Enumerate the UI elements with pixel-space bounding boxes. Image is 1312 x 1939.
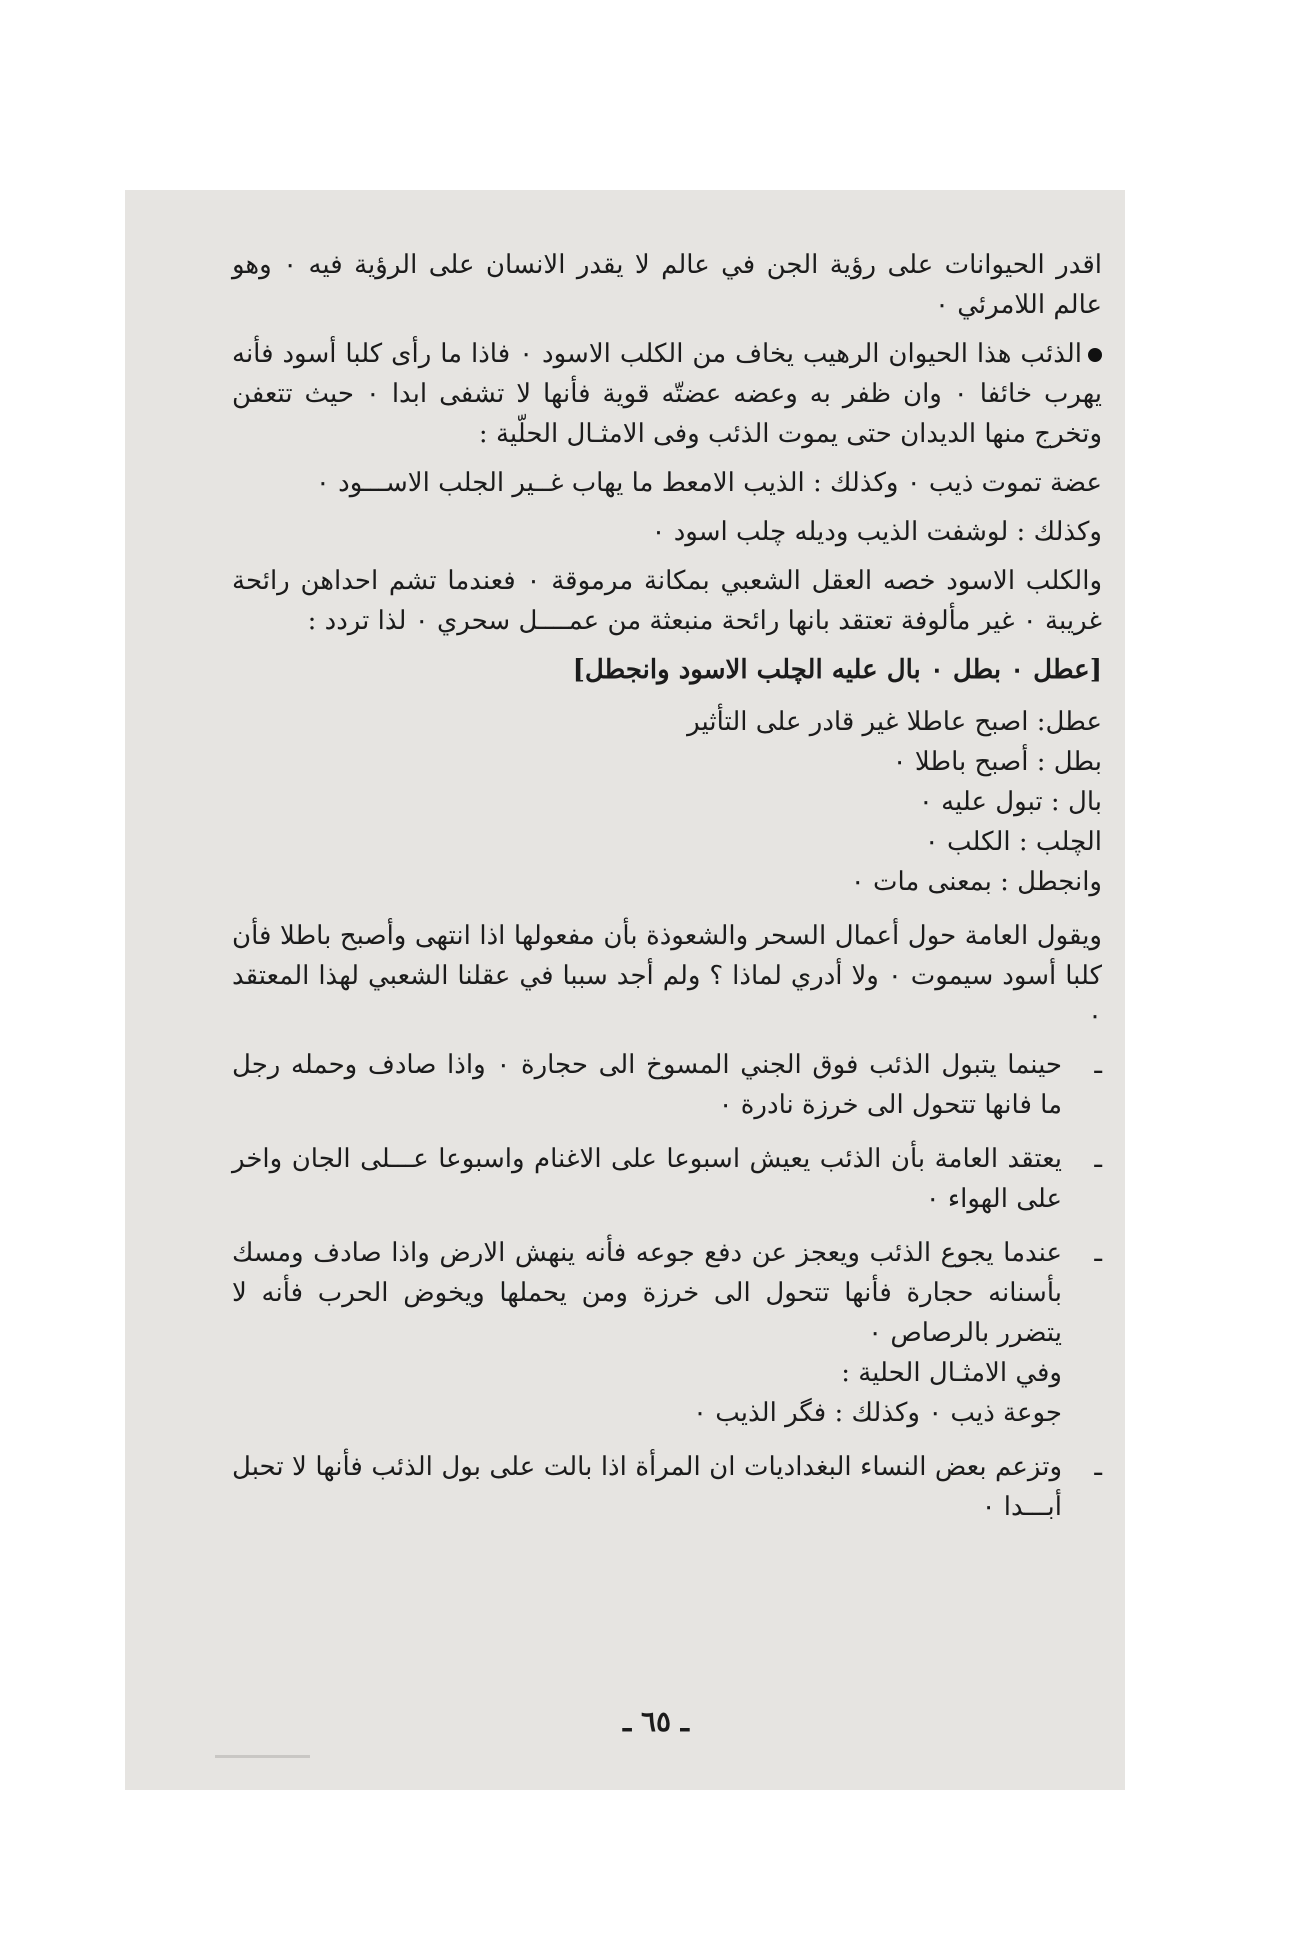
bullet-item — [232, 1139, 1102, 1219]
bullet-item — [232, 1447, 1102, 1527]
dash-marker: ـ — [1094, 1452, 1102, 1482]
saying-heading: [عطل ٠ بطل ٠ بال عليه الچلب الاسود وانجطل] — [572, 655, 1102, 685]
bullet-item — [232, 1045, 1102, 1125]
dash-marker: ـ — [1094, 1238, 1102, 1268]
bullet-text: وتزعم بعض النساء البغداديات ان المرأة اذا بالت على بول الذئب فأنها لا تحبل أبـــدا ٠ — [232, 1452, 1062, 1522]
definition-item: وانجطل : بمعنى مات ٠ — [850, 867, 1102, 897]
definition-item: الچلب : الكلب ٠ — [924, 827, 1102, 857]
proverb-hunger: جوعة ذيب ٠ وكذلك : فگر الذيب ٠ — [693, 1398, 1062, 1428]
bullet-text: يعتقد العامة بأن الذئب يعيش اسبوعا على الاغنام واسبوعا عـــلى الجان واخر على الهواء ٠ — [232, 1144, 1062, 1214]
dash-marker: ـ — [1094, 1144, 1102, 1174]
page-number: ـ ٦٥ ـ — [623, 1705, 689, 1738]
bullet-text: عندما يجوع الذئب ويعجز عن دفع جوعه فأنه ينهش الارض واذا صادف ومسك بأسنانه حجارة فأنها تتحول الى خرزة ومن يحملها ويخوض الحرب فأنه لا يتضرر بالرصاص ٠ — [232, 1238, 1062, 1348]
paragraph-folk-mind: والكلب الاسود خصه العقل الشعبي بمكانة مرموقة ٠ فعندما تشم احداهن رائحة غريبة ٠ غير مألوفة تعتقد بانها رائحة منبعثة من عمــــل سحري ٠ لذا تردد : — [232, 566, 1103, 636]
bullet-dot-icon — [1088, 348, 1102, 362]
dash-marker: ـ — [1094, 1050, 1102, 1080]
definition-item: عطل: اصبح عاطلا غير قادر على التأثير — [687, 707, 1102, 737]
paragraph-wolf-black-dog: الذئب هذا الحيوان الرهيب يخاف من الكلب الاسود ٠ فاذا ما رأى كلبا أسود فأنه يهرب خائفا ٠ وان ظفر به وعضه عضتّه قوية فأنها لا تشفى ابدا ٠ حيث تتعفن وتخرج منها الديدان حتى يموت الذئب وفى الامثـال الحلّية : — [232, 339, 1102, 449]
proverb-black-dog-tail: وكذلك : لوشفت الذيب وديله چلب اسود ٠ — [651, 517, 1102, 547]
bullet-item — [232, 1233, 1102, 1433]
page-text — [232, 245, 1102, 1541]
bullet-text-group — [232, 1233, 1062, 1433]
paragraph-jinn-vision: اقدر الحيوانات على رؤية الجن في عالم لا يقدر الانسان على الرؤية فيه ٠ وهو عالم اللامرئي ٠ — [232, 250, 1102, 320]
paragraph-sorcery-belief: ويقول العامة حول أعمال السحر والشعوذة بأن مفعولها اذا انتهى وأصبح باطلا فأن كلبا أسود سيموت ٠ ولا أدري لماذا ؟ ولم أجد سببا في عقلنا الشعبي لهذا المعتقد ٠ — [232, 921, 1102, 1031]
proverb-intro: وفي الامثـال الحلية : — [841, 1358, 1062, 1388]
definition-item: بال : تبول عليه ٠ — [918, 787, 1102, 817]
definitions-list — [232, 702, 1102, 902]
definition-item: بطل : أصبح باطلا ٠ — [892, 747, 1102, 777]
bullet-text: حينما يتبول الذئب فوق الجني المسوخ الى حجارة ٠ واذا صادف وحمله رجل ما فانها تتحول الى خرزة نادرة ٠ — [232, 1050, 1062, 1120]
scan-smudge — [215, 1755, 310, 1758]
proverb-wolf-bite: عضة تموت ذيب ٠ وكذلك : الذيب الامعط ما يهاب غــير الجلب الاســـود ٠ — [315, 468, 1102, 498]
